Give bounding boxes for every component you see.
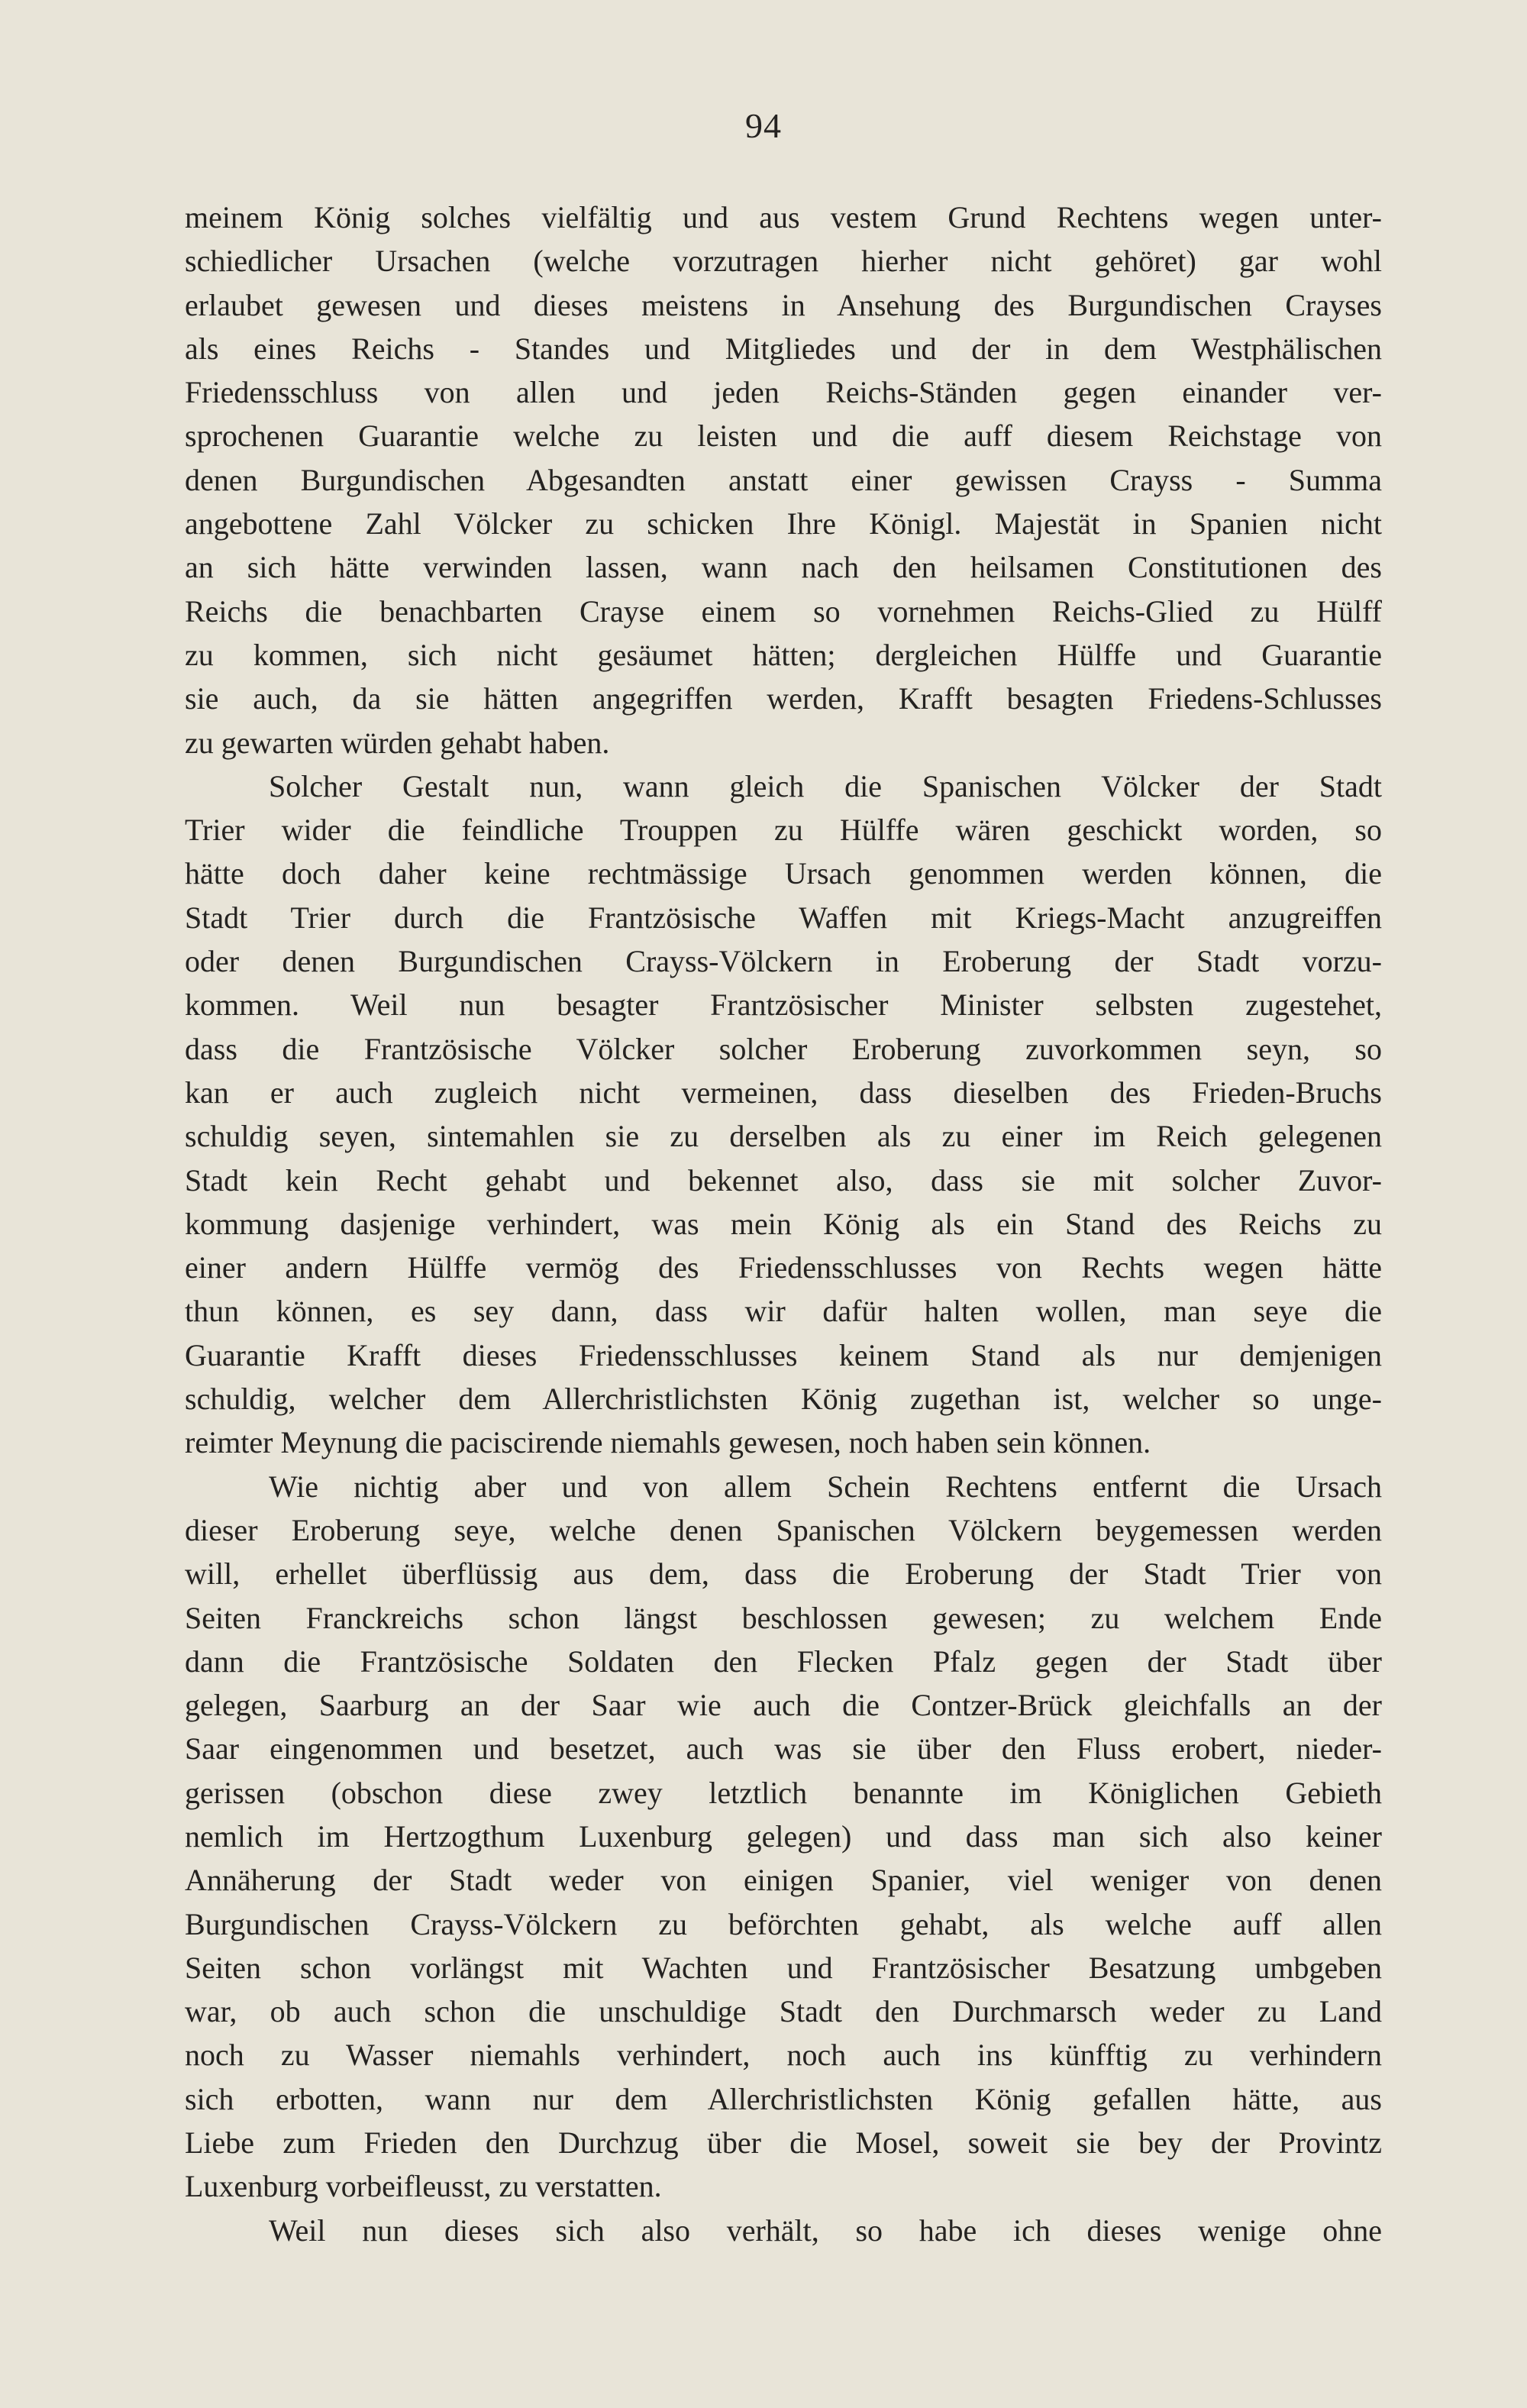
text-line: Friedensschluss von allen und jeden Reichs-Ständen gegen einander ver- — [185, 375, 1382, 410]
text-line: Liebe zum Frieden den Durchzug über die Mosel, soweit sie bey der Provintz — [185, 2125, 1382, 2161]
text-line: Solcher Gestalt nun, wann gleich die Spanischen Völcker der Stadt — [269, 768, 1382, 803]
body-text — [185, 196, 1382, 2252]
text-line: thun können, es sey dann, dass wir dafür halten wollen, man seye die — [185, 1294, 1382, 1329]
text-line: gelegen, Saarburg an der Saar wie auch die Contzer-Brück gleichfalls an der — [185, 1688, 1382, 1723]
text-line: Saar eingenommen und besetzet, auch was sie über den Fluss erobert, nieder- — [185, 1731, 1382, 1766]
text-line: zu kommen, sich nicht gesäumet hätten; dergleichen Hülffe und Guarantie — [185, 637, 1382, 672]
text-line: Trier wider die feindliche Trouppen zu Hülffe wären geschickt worden, so — [185, 813, 1382, 848]
paragraph — [185, 196, 1382, 764]
text-line: einer andern Hülffe vermög des Friedensschlusses von Rechts wegen hätte — [185, 1250, 1382, 1285]
text-line: denen Burgundischen Abgesandten anstatt einer gewissen Crayss - Summa — [185, 462, 1382, 497]
paragraph — [185, 1465, 1382, 2209]
text-line: war, ob auch schon die unschuldige Stadt den Durchmarsch weder zu Land — [185, 1994, 1382, 2029]
text-line: schiedlicher Ursachen (welche vorzutragen hierher nicht gehöret) gar wohl — [185, 244, 1382, 279]
text-line: dann die Frantzösische Soldaten den Flecken Pfalz gegen der Stadt über — [185, 1644, 1382, 1679]
text-line: kommen. Weil nun besagter Frantzösischer Minister selbsten zugestehet, — [185, 987, 1382, 1023]
text-line: an sich hätte verwinden lassen, wann nach den heilsamen Constitutionen des — [185, 550, 1382, 585]
text-line: kommung dasjenige verhindert, was mein König als ein Stand des Reichs zu — [185, 1206, 1382, 1241]
text-line: dass die Frantzösische Völcker solcher Eroberung zuvorkommen seyn, so — [185, 1031, 1382, 1066]
text-line: kan er auch zugleich nicht vermeinen, dass dieselben des Frieden-Bruchs — [185, 1075, 1382, 1110]
page-number: 94 — [745, 106, 782, 145]
text-line: Luxenburg vorbeifleusst, zu verstatten. — [185, 2169, 662, 2204]
text-line: Reichs die benachbarten Crayse einem so vornehmen Reichs-Glied zu Hülff — [185, 593, 1382, 629]
paragraph — [185, 764, 1382, 1465]
text-line: nemlich im Hertzogthum Luxenburg gelegen) und dass man sich also keiner — [185, 1818, 1382, 1854]
text-line: erlaubet gewesen und dieses meistens in Ansehung des Burgundischen Crayses — [185, 287, 1382, 322]
text-line: Guarantie Krafft dieses Friedensschlusses keinem Stand als nur demjenigen — [185, 1337, 1382, 1372]
text-line: noch zu Wasser niemahls verhindert, noch auch ins künfftig zu verhindern — [185, 2038, 1382, 2073]
text-line: sich erbotten, wann nur dem Allerchristlichsten König gefallen hätte, aus — [185, 2081, 1382, 2116]
text-line: Weil nun dieses sich also verhält, so habe ich dieses wenige ohne — [269, 2212, 1382, 2248]
text-line: dieser Eroberung seye, welche denen Spanischen Völckern beygemessen werden — [185, 1512, 1382, 1547]
text-line: Stadt Trier durch die Frantzösische Waffen mit Kriegs-Macht anzugreiffen — [185, 900, 1382, 935]
text-line: hätte doch daher keine rechtmässige Ursach genommen werden können, die — [185, 856, 1382, 891]
text-line: zu gewarten würden gehabt haben. — [185, 725, 610, 760]
text-line: als eines Reichs - Standes und Mitgliedes und der in dem Westphälischen — [185, 331, 1382, 366]
text-line: Stadt kein Recht gehabt und bekennet also, dass sie mit solcher Zuvor- — [185, 1162, 1382, 1198]
text-line: Seiten schon vorlängst mit Wachten und Frantzösischer Besatzung umbgeben — [185, 1950, 1382, 1985]
text-line: sie auch, da sie hätten angegriffen werden, Krafft besagten Friedens-Schlusses — [185, 681, 1382, 716]
text-line: sprochenen Guarantie welche zu leisten und die auff diesem Reichstage von — [185, 419, 1382, 454]
text-line: Annäherung der Stadt weder von einigen Spanier, viel weniger von denen — [185, 1863, 1382, 1898]
text-line: Wie nichtig aber und von allem Schein Rechtens entfernt die Ursach — [269, 1469, 1382, 1504]
paragraph — [185, 2209, 1382, 2252]
text-line: gerissen (obschon diese zwey letztlich benannte im Königlichen Gebieth — [185, 1775, 1382, 1810]
text-line: oder denen Burgundischen Crayss-Völckern in Eroberung der Stadt vorzu- — [185, 944, 1382, 979]
text-line: will, erhellet überflüssig aus dem, dass die Eroberung der Stadt Trier von — [185, 1556, 1382, 1592]
text-line: meinem König solches vielfältig und aus vestem Grund Rechtens wegen unter- — [185, 200, 1382, 234]
text-line: schuldig seyen, sintemahlen sie zu derselben als zu einer im Reich gelegenen — [185, 1119, 1382, 1154]
text-line: reimter Meynung die paciscirende niemahls gewesen, noch haben sein können. — [185, 1425, 1151, 1460]
text-line: schuldig, welcher dem Allerchristlichsten König zugethan ist, welcher so unge- — [185, 1382, 1382, 1417]
text-line: angebottene Zahl Völcker zu schicken Ihre Königl. Majestät in Spanien nicht — [185, 506, 1382, 541]
text-line: Burgundischen Crayss-Völckern zu beförchten gehabt, als welche auff allen — [185, 1906, 1382, 1941]
text-line: Seiten Franckreichs schon längst beschlossen gewesen; zu welchem Ende — [185, 1600, 1382, 1635]
